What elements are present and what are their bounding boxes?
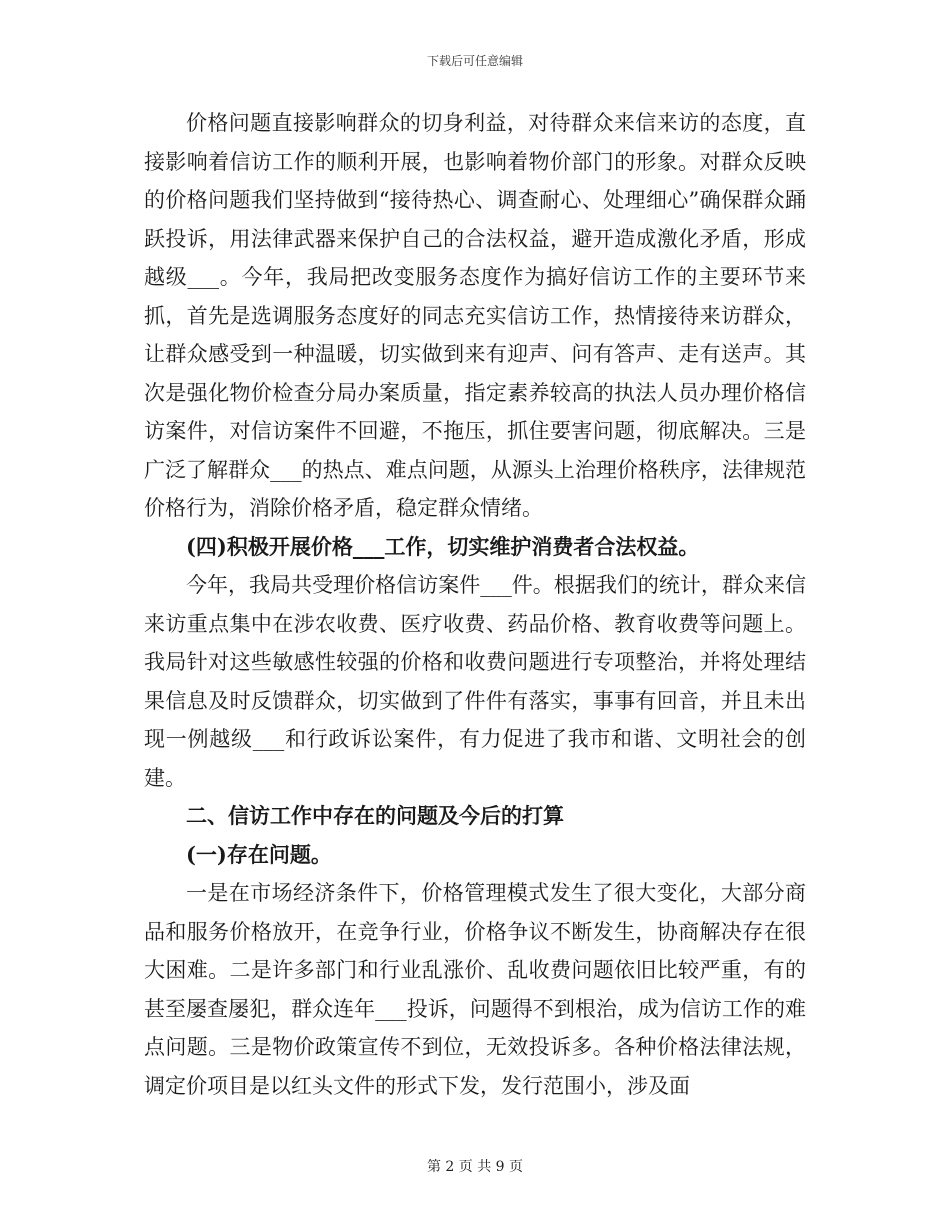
- section-heading-1: (一)存在问题。: [186, 841, 332, 867]
- page-header: 下载后可任意编辑: [426, 54, 523, 68]
- page-number: 第 2 页 共 9 页: [426, 1159, 524, 1175]
- document-body: [144, 104, 806, 1105]
- chapter-heading-2: 二、信访工作中存在的问题及今后的打算: [186, 803, 564, 828]
- paragraph-problems: 一是在市场经济条件下，价格管理模式发生了很大变化，大部分商品和服务价格放开，在竞争行业，价格争议不断发生，协商解决存在很大困难。二是许多部门和行业乱涨价、乱收费问题依旧比较严重，有的甚至屡查屡犯，群众连年___投诉，问题得不到根治，成为信访工作的难点问题。三是物价政策宣传不到位，无效投诉多。各种价格法律法规，调定价项目是以红头文件的形式下发，发行范围小，涉及面: [144, 881, 806, 1098]
- section-heading-4: (四)积极开展价格___工作，切实维护消费者合法权益。: [186, 533, 700, 559]
- paragraph-price-complaints: 价格问题直接影响群众的切身利益，对待群众来信来访的态度，直接影响着信访工作的顺利开展，也影响着物价部门的形象。对群众反映的价格问题我们坚持做到“接待热心、调查耐心、处理细心”确保群众踊跃投诉，用法律武器来保护自己的合法权益，避开造成激化矛盾，形成越级___。今年，我局把改变服务态度作为搞好信访工作的主要环节来抓，首先是选调服务态度好的同志充实信访工作，热情接待来访群众，让群众感受到一种温暖，切实做到来有迎声、问有答声、走有送声。其次是强化物价检查分局办案质量，指定素养较高的执法人员办理价格信访案件，对信访案件不回避，不拖压，抓住要害问题，彻底解决。三是广泛了解群众___的热点、难点问题，从源头上治理价格秩序，法律规范价格行为，消除价格矛盾，稳定群众情绪。: [144, 111, 806, 520]
- paragraph-case-stats: 今年，我局共受理价格信访案件___件。根据我们的统计，群众来信来访重点集中在涉农收费、医疗收费、药品价格、教育收费等问题上。我局针对这些敏感性较强的价格和收费问题进行专项整治，并将处理结果信息及时反馈群众，切实做到了件件有落实，事事有回音，并且未出现一例越级___和行政诉讼案件，有力促进了我市和谐、文明社会的创建。: [144, 573, 806, 790]
